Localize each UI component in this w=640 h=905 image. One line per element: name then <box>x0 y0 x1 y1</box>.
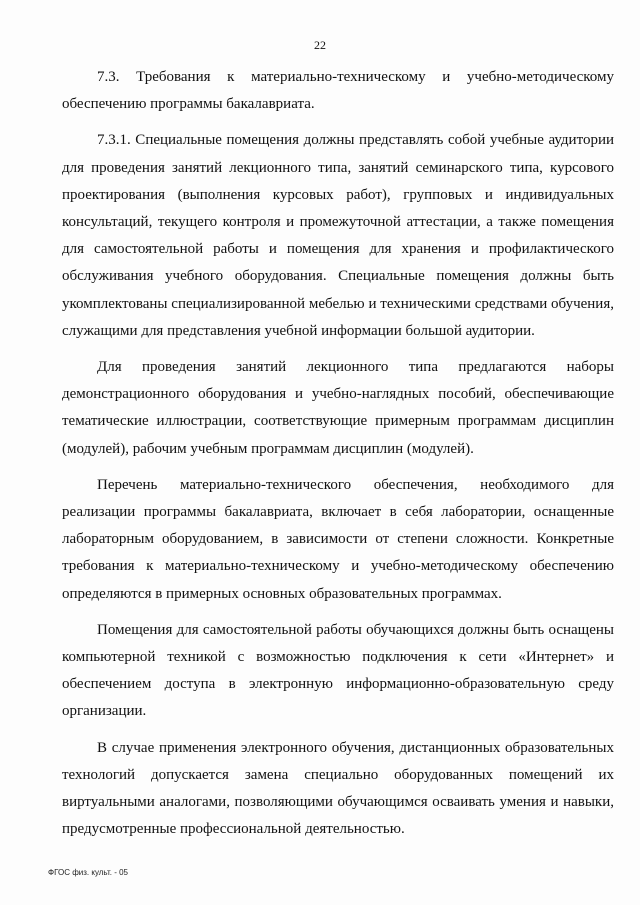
page-number: 22 <box>314 38 326 52</box>
paragraph-self-study-rooms: Помещения для самостоятельной работы обучающихся должны быть оснащены компьютерной техникой с возможностью подключения к сети «Интернет» и обеспечением доступа в электронную информационно-образовательную среду организации. <box>62 621 614 720</box>
paragraph-e-learning: В случае применения электронного обучения, дистанционных образовательных технологий допускается замена специально оборудованных помещений их виртуальными аналогами, позволяющими обучающимся осваивать умения и навыки, предусмотренные профессиональной деятельностью. <box>62 739 614 838</box>
body-text <box>62 64 614 843</box>
footer-document-code: ФГОС физ. культ. - 05 <box>48 868 128 877</box>
paragraph-7-3-1: 7.3.1. Специальные помещения должны представлять собой учебные аудитории для проведения занятий лекционного типа, занятий семинарского типа, курсового проектирования (выполнения курсовых работ), групповых и индивидуальных консультаций, текущего контроля и промежуточной аттестации, а также помещения для самостоятельной работы и помещения для хранения и профилактического обслуживания учебного оборудования. Специальные помещения должны быть укомплектованы специализированной мебелью и техническими средствами обучения, служащими для представления учебной информации большой аудитории. <box>62 132 614 339</box>
paragraph-material-support: Перечень материально-технического обеспечения, необходимого для реализации программы бакалавриата, включает в себя лаборатории, оснащенные лабораторным оборудованием, в зависимости от степени сложности. Конкретные требования к материально-техническому и учебно-методическому обеспечению определяются в примерных основных образовательных программах. <box>62 476 614 602</box>
paragraph-lecture-equipment: Для проведения занятий лекционного типа предлагаются наборы демонстрационного оборудования и учебно-наглядных пособий, обеспечивающие тематические иллюстрации, соответствующие примерным программам дисциплин (модулей), рабочим учебным программам дисциплин (модулей). <box>62 359 614 457</box>
section-heading-7-3: 7.3. Требования к материально-техническому и учебно-методическому обеспечению программы бакалавриата. <box>62 69 614 113</box>
